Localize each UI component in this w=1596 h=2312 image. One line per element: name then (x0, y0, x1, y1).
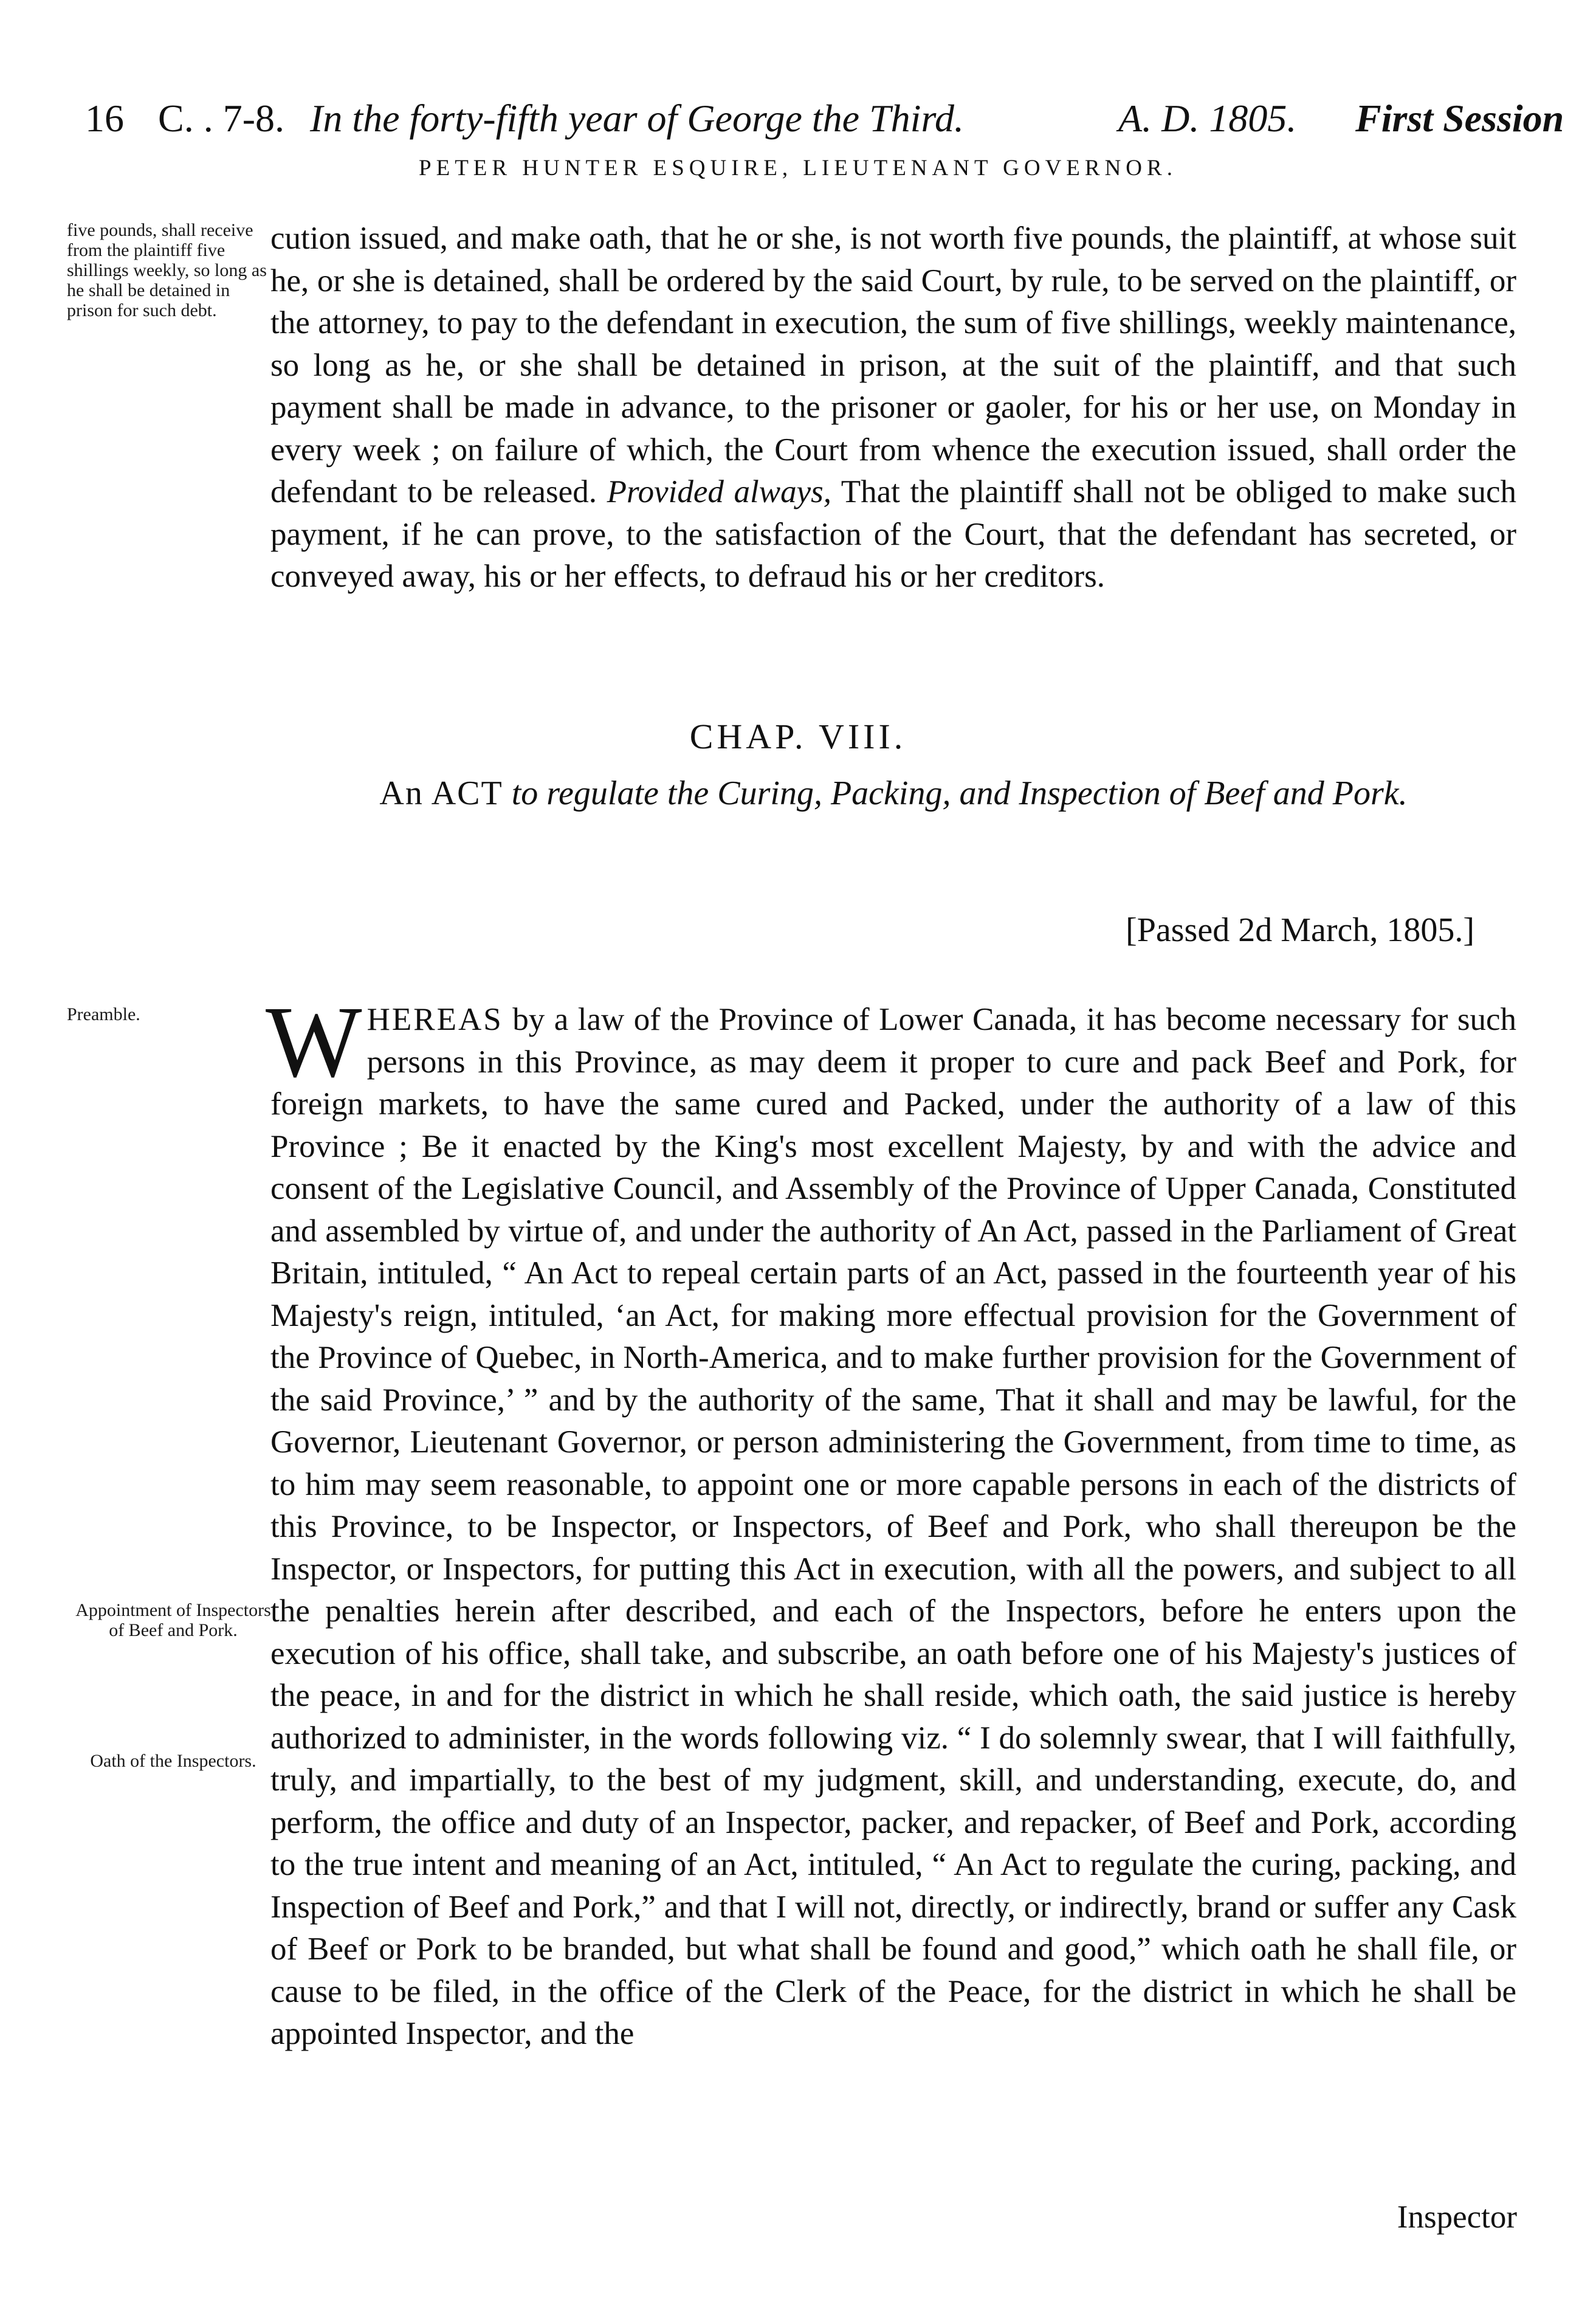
chapter-reference: C. . 7-8. (158, 97, 284, 140)
proviso-label: Provided always, (607, 474, 832, 509)
page-number: 16 (85, 97, 124, 140)
governor-subheading: PETER HUNTER ESQUIRE, LIEUTENANT GOVERNOR. (419, 156, 1177, 181)
act-title (316, 770, 1471, 817)
passed-date: [Passed 2d March, 1805.] (1126, 911, 1474, 949)
chapter-heading: CHAP. VIII. (689, 717, 907, 756)
preamble-text: by a law of the Province of Lower Canada, it has become necessary for such persons in this Province, as may deem it proper to cure and pack Beef and Pork, for foreign markets, to have the same cured and Packed, under the authority of a law of this Province ; Be it enacted by the King's most excellent Majesty, by and with the advice and consent of the Legislative Council, and Assembly of the Province of Upper Canada, Constituted and assembled by virtue of, and under the authority of An Act, passed in the Parliament of Great Britain, intituled, “ An Act to repeal certain parts of an Act, passed in the fourteenth year of his Majesty's reign, intituled, ‘an Act, for making more effectual provision for the Government of the Province of Quebec, in North-America, and to make further provision for the Government of the said Province,’ ” and by the authority of the same, That it shall and may be lawful, for the Governor, Lieutenant Governor, or person administering the Government, from time to time, as to him may seem reasonable, to appoint one or more capable persons in each of the districts of this Province, to be Inspector, or Inspectors, of Beef and Pork, who shall thereupon be the Inspector, or Inspectors, for putting this Act in execution, with all the powers, and subject to all the penalties herein after described, and each of the Inspectors, before he enters upon the execution of his office, shall take, and subscribe, an oath before one of his Majesty's justices of the peace, in and for the district in which he shall reside, which oath, the said justice is hereby authorized to administer, in the words following viz. “ I do solemnly swear, that I will faithfully, truly, and impartially, to the best of my judgment, skill, and understanding, execute, do, and perform, the office and duty of an Inspector, packer, and repacker, of Beef and Pork, according to the true intent and meaning of an Act, intituled, “ An Act to regulate the curing, packing, and Inspection of Beef and Pork,” and that I will not, directly, or indirectly, brand or suffer any Cask of Beef or Pork to be branded, but what shall be found and good,” which oath he shall file, or cause to be filed, in the office of the Clerk of the Peace, for the district in which he shall be appointed Inspector, and the (270, 1002, 1516, 2051)
drop-capital: W (266, 985, 362, 1099)
running-year: A. D. 1805. (1118, 97, 1297, 140)
preamble-first-word: HEREAS (366, 1002, 503, 1037)
proviso-text: That the plaintiff shall not be obliged to make such payment, if he can prove, to the satisfaction of the Court, that the defendant has secreted, or conveyed away, his or her effects, to defraud his or her creditors. (270, 474, 1517, 594)
margin-note-five-pounds: five pounds, shall receive from the plaintiff five shillings weekly, so long as he shall be detained in prison for such debt. (67, 220, 267, 320)
margin-note-oath: Oath of the Inspectors. (90, 1751, 256, 1771)
continuation-text: cution issued, and make oath, that he or she, is not worth five pounds, the plaintiff, at whose suit he, or she is detained, shall be ordered by the said Court, by rule, to be served on the plaintiff, or the attorney, to pay to the defendant in execution, the sum of five shillings, weekly maintenance, so long as he, or she shall be detained in prison, at the suit of the plaintiff, and that such payment shall be made in advance, to the prisoner or gaoler, for his or her use, on Monday in every week ; on failure of which, the Court from whence the execution issued, shall order the defendant to be released. (270, 221, 1516, 509)
margin-note-preamble: Preamble. (67, 1004, 140, 1024)
running-session: First Session (1355, 97, 1564, 140)
catchword: Inspector (1397, 2200, 1517, 2235)
margin-note-appointment: Appointment of Inspectors of Beef and Pork. (75, 1600, 271, 1640)
preamble-paragraph (266, 985, 1516, 2055)
act-title-text: to regulate the Curing, Packing, and Inspection of Beef and Pork. (511, 775, 1408, 812)
continuation-paragraph (270, 218, 1516, 598)
running-head (85, 91, 1564, 146)
act-word: An ACT (379, 775, 503, 812)
running-title: In the forty-fifth year of George the Third. (310, 97, 964, 140)
